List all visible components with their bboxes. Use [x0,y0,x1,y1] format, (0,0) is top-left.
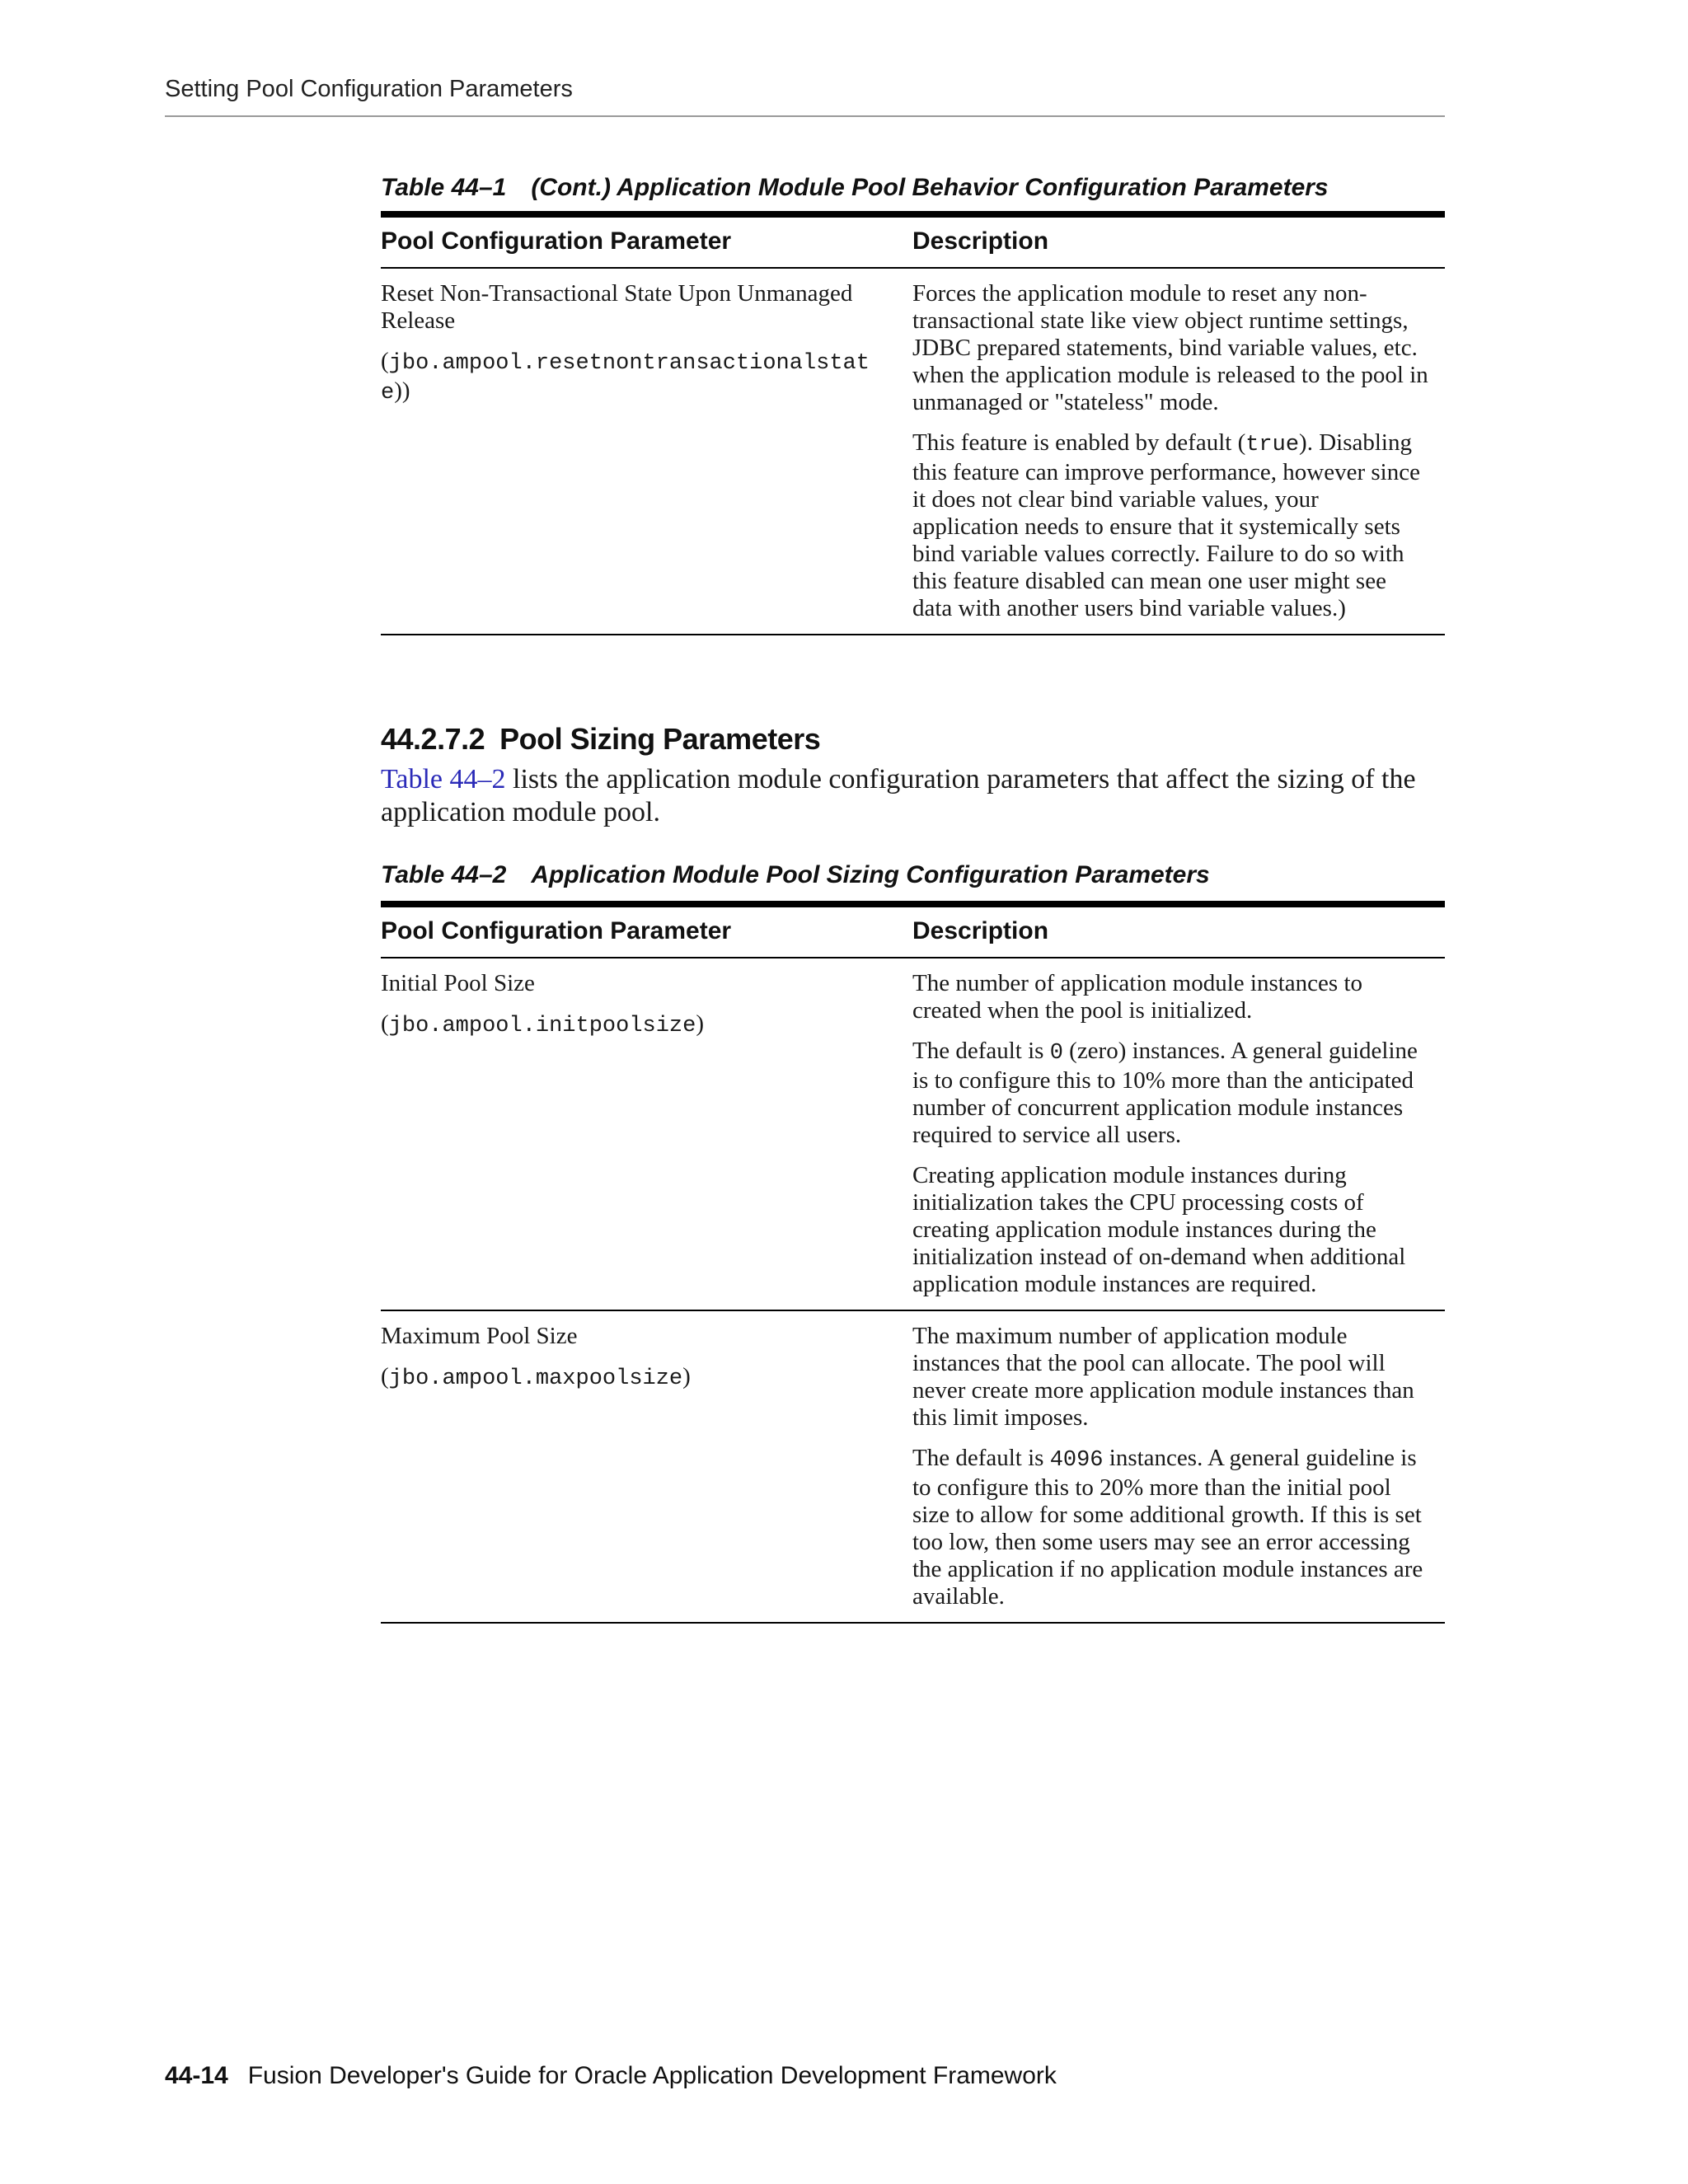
description-code: 0 [1049,1041,1063,1066]
param-property-code: jbo.ampool.maxpoolsize [388,1366,683,1391]
description-text: (zero) instances. A general guideline is to configure this to 10% more than the anticipated number of concurrent application module instances required to service all users. [912,1038,1418,1148]
body-text: lists the application module configuration parameters that affect the sizing of the application module pool. [381,764,1416,827]
param-open: ( [381,1363,389,1390]
description-paragraph: Creating application module instances during initialization takes the CPU processing costs of creating application module instances during the initialization instead of on-demand when additional application module instances are required. [912,1162,1406,1297]
param-property-code: jbo.ampool.initpoolsize [388,1014,696,1038]
table-2 [381,901,1445,1624]
description-text: instances. A general guideline is to configure this to 20% more than the initial pool size to allow for some additional growth. If this is set too low, then some users may see an error accessing the application if no application module instances are available. [912,1445,1423,1610]
param-name: Reset Non-Transactional State Upon Unmanaged Release [381,280,853,334]
param-property-code: jbo.ampool.resetnontransactionalstate [381,351,870,405]
description-text: ). Disabling this feature can improve performance, however since it does not clear bind variable values, your application needs to ensure that it systemically sets bind variable values correctly. Failure to do so with this feature disabled can mean one user might see data with another users bind variable values.) [912,429,1420,621]
header-rule [165,115,1445,117]
table-1-caption [381,174,1329,202]
description-code: true [1245,433,1300,457]
description-cell [912,1310,1445,1623]
description-cell [912,268,1445,635]
param-property [381,1363,896,1393]
description-paragraph [912,1038,1428,1149]
book-title: Fusion Developer's Guide for Oracle Application Development Framework [247,2062,1057,2089]
description-text: The default is [912,1038,1050,1064]
table-1-number: Table 44–1 [381,174,507,201]
table-row [381,268,1445,635]
param-property [381,348,896,407]
section-number: 44.2.7.2 [381,722,485,756]
table-1-header-param: Pool Configuration Parameter [381,214,912,268]
table-row [381,958,1445,1310]
description-paragraph: The maximum number of application module instances that the pool can allocate. The pool will never create more application module instances than this limit imposes. [912,1323,1414,1431]
table-1-header-row [381,214,1445,268]
body-paragraph [381,763,1444,829]
table-2-header-param: Pool Configuration Parameter [381,904,912,958]
section-title: Pool Sizing Parameters [499,722,821,756]
description-cell [912,958,1445,1310]
description-paragraph: Forces the application module to reset any non-transactional state like view object runtime settings, JDBC prepared statements, bind variable values, etc. when the application module is released to the pool in unmanaged or "stateless" mode. [912,280,1428,415]
param-cell [381,268,912,635]
description-code: 4096 [1049,1448,1104,1473]
table-2-header-row [381,904,1445,958]
param-open: ( [381,1010,389,1037]
table-1-header-description: Description [912,214,1445,268]
running-header: Setting Pool Configuration Parameters [165,76,573,102]
param-cell [381,1310,912,1623]
param-close: )) [394,377,410,404]
param-open: ( [381,348,389,374]
description-text: The default is [912,1445,1050,1471]
description-text: This feature is enabled by default ( [912,429,1246,456]
table-2-caption [381,861,1210,889]
param-property [381,1010,896,1040]
table-44-2-link[interactable]: Table 44–2 [381,764,506,794]
param-close: ) [696,1010,705,1037]
table-1-caption-text: (Cont.) Application Module Pool Behavior Configuration Parameters [531,174,1329,201]
description-paragraph: The number of application module instances to created when the pool is initialized. [912,970,1363,1024]
table-2-number: Table 44–2 [381,861,507,888]
table-1 [381,211,1445,635]
description-paragraph [912,429,1428,622]
param-name: Maximum Pool Size [381,1323,578,1349]
param-name: Initial Pool Size [381,970,535,996]
param-close: ) [682,1363,691,1390]
section-heading [381,722,820,757]
page-footer [165,2062,1057,2090]
page-number: 44-14 [165,2062,228,2089]
table-row [381,1310,1445,1623]
table-2-header-description: Description [912,904,1445,958]
description-paragraph [912,1445,1428,1610]
param-cell [381,958,912,1310]
table-2-caption-text: Application Module Pool Sizing Configuration Parameters [531,861,1210,888]
